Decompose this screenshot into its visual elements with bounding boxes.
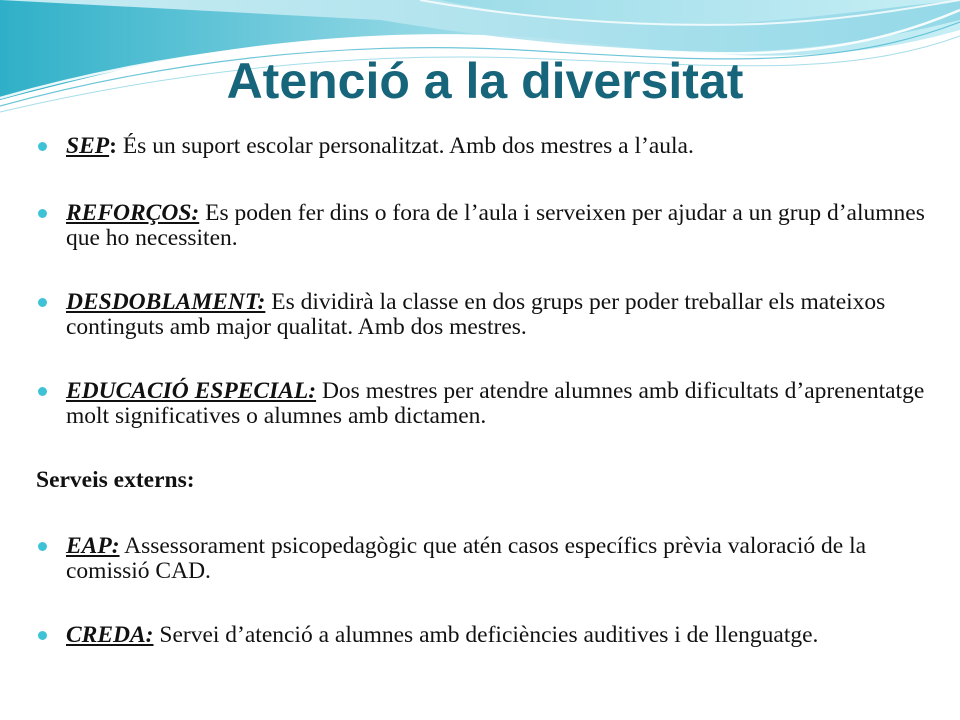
item-text: Es dividirà la classe en dos grups per poder treballar els mateixos continguts amb major qualitat. Amb dos mestres. <box>66 289 886 340</box>
bullet-icon <box>38 631 47 640</box>
item-text: Dos mestres per atendre alumnes amb dificultats d’aprenentatge molt significatives o alumnes amb dictamen. <box>66 378 925 429</box>
item-term: SEP <box>66 133 110 159</box>
item-text: Assessorament psicopedagògic que atén casos específics prèvia valoració de la comissió CAD. <box>66 533 867 584</box>
list-item-creda <box>36 623 818 648</box>
item-term: REFORÇOS: <box>66 200 200 226</box>
item-text: És un suport escolar personalitzat. Amb dos mestres a l’aula. <box>116 133 694 159</box>
list-item-sep <box>36 134 694 159</box>
item-term: DESDOBLAMENT: <box>66 289 266 315</box>
item-text: Servei d’atenció a alumnes amb deficiències auditives i de llenguatge. <box>153 622 819 648</box>
item-term-separator: : <box>109 133 117 159</box>
item-term: EAP: <box>66 533 120 559</box>
list-item-reforcos <box>36 201 936 251</box>
section-heading-serveis-externs: Serveis externs: <box>36 467 195 493</box>
bullet-icon <box>38 542 47 551</box>
bullet-icon <box>38 142 47 151</box>
bullet-icon <box>38 387 47 396</box>
list-item-eap <box>36 534 936 584</box>
slide-title: Atenció a la diversitat <box>226 53 744 109</box>
list-item-educacio-especial <box>36 379 936 429</box>
list-item-desdoblament <box>36 290 936 340</box>
bullet-icon <box>38 209 47 218</box>
item-term: CREDA: <box>66 622 154 648</box>
bullet-icon <box>38 298 47 307</box>
item-text: Es poden fer dins o fora de l’aula i serveixen per ajudar a un grup d’alumnes que ho necessiten. <box>66 200 925 251</box>
item-term: EDUCACIÓ ESPECIAL: <box>66 378 317 404</box>
